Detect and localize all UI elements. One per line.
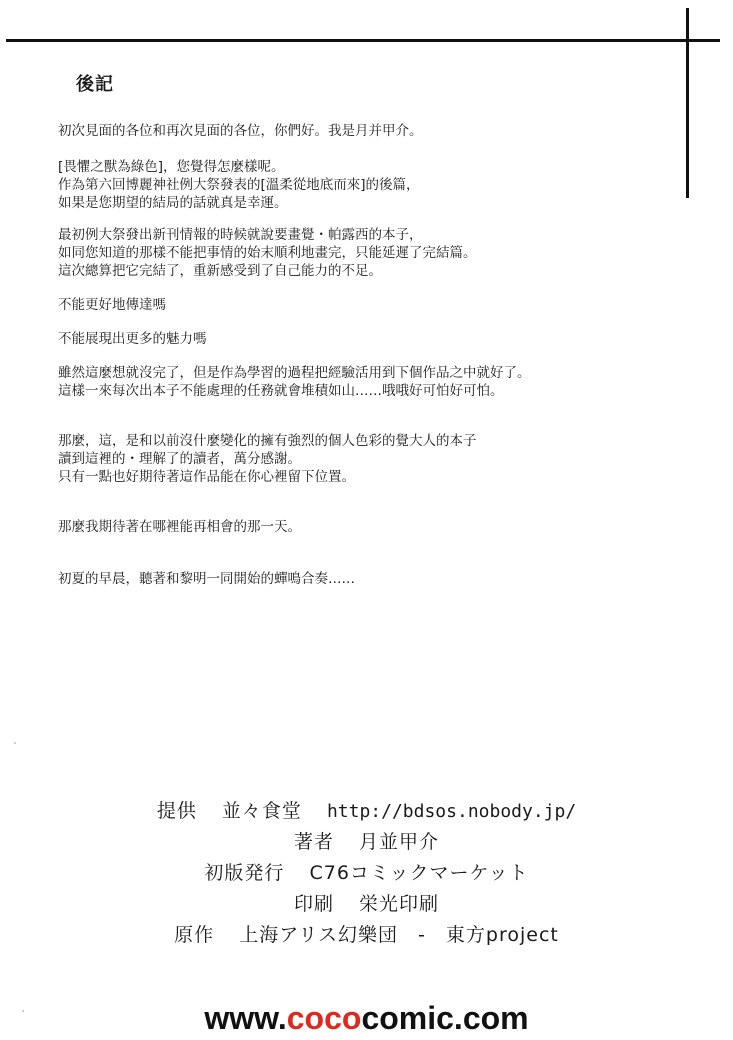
colophon-provider — [0, 796, 733, 827]
text-line: 只有一點也好期待著這作品能在你心裡留下位置。 — [58, 469, 355, 485]
text-line: 不能更好地傳達嗎 — [58, 297, 166, 313]
top-border-line — [6, 39, 720, 42]
printing-label: 印刷 — [293, 893, 334, 915]
text-line: 如果是您期望的結局的話就真是幸運。 — [58, 195, 288, 211]
paragraph-farewell — [58, 518, 301, 536]
original-label: 原作 — [174, 924, 215, 946]
site-prefix: www. — [204, 1000, 287, 1036]
provider-url: http://bdsos.nobody.jp/ — [326, 801, 577, 822]
paragraph-learning — [58, 364, 531, 400]
first-edition-value: C76コミックマーケット — [309, 862, 529, 884]
paragraph-work — [58, 158, 420, 212]
paragraph-greeting — [58, 122, 423, 140]
page-title: 後記 — [76, 74, 114, 95]
original-value: 上海アリス幻樂団 - 東方project — [239, 924, 559, 946]
site-watermark — [0, 1000, 733, 1037]
text-line: 初次見面的各位和再次見面的各位，你們好。我是月并甲介。 — [58, 123, 423, 139]
text-line: 雖然這麼想就沒完了，但是作為學習的過程把經驗活用到下個作品之中就好了。 — [58, 365, 531, 381]
printing-value: 栄光印刷 — [359, 893, 440, 915]
right-border-line — [686, 8, 689, 198]
text-line: 讀到這裡的・理解了的讀者，萬分感謝。 — [58, 451, 301, 467]
colophon — [0, 796, 733, 951]
text-line: [畏懼之獸為綠色]，您覺得怎麼樣呢。 — [58, 159, 285, 175]
colophon-original — [0, 920, 733, 951]
text-line: 最初例大祭發出新刊情報的時候就說要畫覺・帕露西的本子， — [58, 227, 423, 243]
text-line: 如同您知道的那樣不能把事情的始末順利地畫完，只能延遲了完結篇。 — [58, 245, 477, 261]
paragraph-thanks — [58, 432, 477, 486]
provider-label: 提供 — [156, 800, 197, 822]
text-line: 初夏的早晨，聽著和黎明一同開始的蟬鳴合奏…… — [58, 571, 355, 587]
text-line: 不能展現出更多的魅力嗎 — [58, 331, 207, 347]
paragraph-closing — [58, 570, 355, 588]
author-name: 月並甲介 — [359, 831, 440, 853]
text-line: 這樣一來每次出本子不能處理的任務就會堆積如山……哦哦好可怕好可怕。 — [58, 383, 504, 399]
text-line: 作為第六回博麗神社例大祭發表的[溫柔從地底而來]的後篇， — [58, 177, 420, 193]
text-line: 那麼我期待著在哪裡能再相會的那一天。 — [58, 519, 301, 535]
colophon-author — [0, 827, 733, 858]
colophon-printing — [0, 889, 733, 920]
text-line: 這次總算把它完結了，重新感受到了自己能力的不足。 — [58, 263, 382, 279]
first-edition-label: 初版発行 — [204, 862, 285, 884]
site-suffix: comic.com — [361, 1000, 529, 1036]
paragraph-question-1 — [58, 296, 166, 314]
site-accent: coco — [286, 1000, 362, 1036]
paragraph-question-2 — [58, 330, 207, 348]
author-label: 著者 — [293, 831, 334, 853]
provider-name: 並々食堂 — [221, 800, 302, 822]
paragraph-history — [58, 226, 477, 280]
scan-speck — [14, 742, 16, 744]
colophon-first-edition — [0, 858, 733, 889]
text-line: 那麼，這，是和以前沒什麼變化的擁有強烈的個人色彩的覺大人的本子 — [58, 433, 477, 449]
